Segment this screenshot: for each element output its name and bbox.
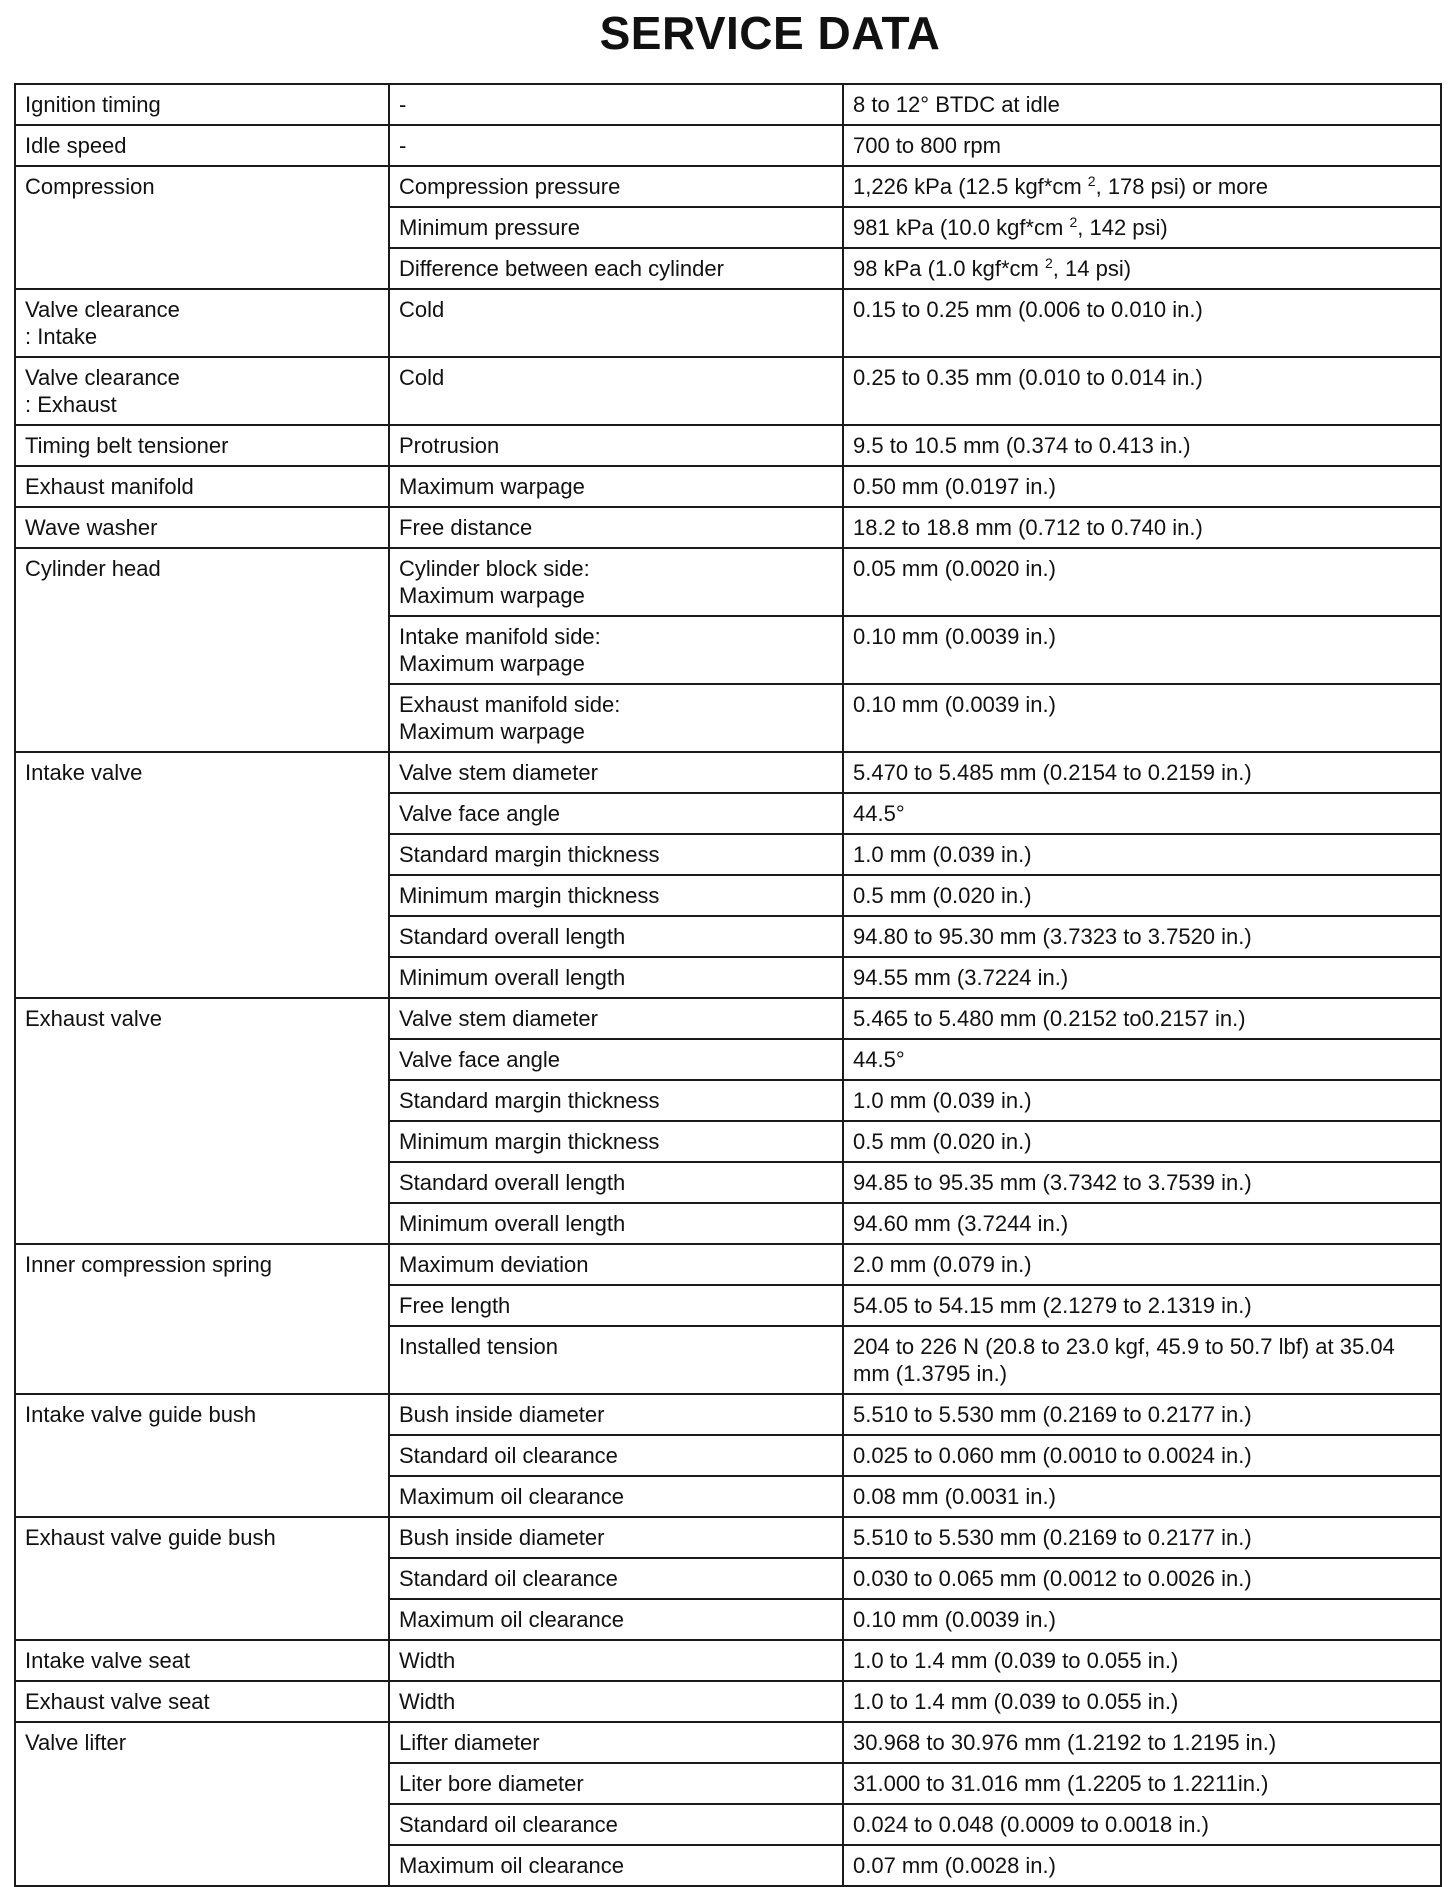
- value-cell: 0.025 to 0.060 mm (0.0010 to 0.0024 in.): [843, 1435, 1441, 1476]
- value-cell: 1.0 to 1.4 mm (0.039 to 0.055 in.): [843, 1681, 1441, 1722]
- value-cell: 94.80 to 95.30 mm (3.7323 to 3.7520 in.): [843, 916, 1441, 957]
- table-row: [15, 289, 1441, 357]
- spec-cell: Maximum deviation: [389, 1244, 843, 1285]
- item-cell: Inner compression spring: [15, 1244, 389, 1394]
- value-cell: [843, 166, 1441, 207]
- spec-cell: Valve face angle: [389, 793, 843, 834]
- table-row: [15, 166, 1441, 207]
- item-cell: Timing belt tensioner: [15, 425, 389, 466]
- superscript: 2: [1044, 255, 1053, 271]
- value-cell: 94.85 to 95.35 mm (3.7342 to 3.7539 in.): [843, 1162, 1441, 1203]
- value-cell: 54.05 to 54.15 mm (2.1279 to 2.1319 in.): [843, 1285, 1441, 1326]
- value-cell: 94.60 mm (3.7244 in.): [843, 1203, 1441, 1244]
- spec-cell: Difference between each cylinder: [389, 248, 843, 289]
- value-text: 1,226 kPa (12.5 kgf*cm: [853, 174, 1088, 199]
- spec-cell: Maximum oil clearance: [389, 1476, 843, 1517]
- value-text: , 178 psi) or more: [1095, 174, 1268, 199]
- item-cell: Idle speed: [15, 125, 389, 166]
- value-cell: 1.0 to 1.4 mm (0.039 to 0.055 in.): [843, 1640, 1441, 1681]
- value-cell: 1.0 mm (0.039 in.): [843, 834, 1441, 875]
- spec-cell: Maximum oil clearance: [389, 1845, 843, 1886]
- spec-cell: Free length: [389, 1285, 843, 1326]
- value-cell: 0.25 to 0.35 mm (0.010 to 0.014 in.): [843, 357, 1441, 425]
- spec-cell: Minimum overall length: [389, 957, 843, 998]
- spec-cell: Minimum overall length: [389, 1203, 843, 1244]
- spec-cell: Standard oil clearance: [389, 1558, 843, 1599]
- spec-cell: -: [389, 84, 843, 125]
- item-cell: Exhaust valve: [15, 998, 389, 1244]
- spec-cell: Valve stem diameter: [389, 752, 843, 793]
- value-cell: 31.000 to 31.016 mm (1.2205 to 1.2211in.): [843, 1763, 1441, 1804]
- value-cell: 0.5 mm (0.020 in.): [843, 1121, 1441, 1162]
- value-cell: 1.0 mm (0.039 in.): [843, 1080, 1441, 1121]
- value-cell: 0.08 mm (0.0031 in.): [843, 1476, 1441, 1517]
- table-row: [15, 1681, 1441, 1722]
- value-cell: 0.5 mm (0.020 in.): [843, 875, 1441, 916]
- spec-cell: Minimum margin thickness: [389, 875, 843, 916]
- value-cell: [843, 207, 1441, 248]
- table-row: [15, 1394, 1441, 1435]
- value-cell: 5.510 to 5.530 mm (0.2169 to 0.2177 in.): [843, 1517, 1441, 1558]
- item-cell: Intake valve: [15, 752, 389, 998]
- value-cell: 2.0 mm (0.079 in.): [843, 1244, 1441, 1285]
- superscript: 2: [1087, 173, 1096, 189]
- item-cell: Wave washer: [15, 507, 389, 548]
- item-cell: Intake valve guide bush: [15, 1394, 389, 1517]
- spec-cell: Liter bore diameter: [389, 1763, 843, 1804]
- table-row: [15, 752, 1441, 793]
- value-text: , 142 psi): [1077, 215, 1168, 240]
- spec-cell: Standard margin thickness: [389, 834, 843, 875]
- value-cell: 0.10 mm (0.0039 in.): [843, 616, 1441, 684]
- spec-cell: Width: [389, 1681, 843, 1722]
- item-cell: Compression: [15, 166, 389, 289]
- table-row: [15, 548, 1441, 616]
- spec-cell: Cold: [389, 357, 843, 425]
- table-row: [15, 1517, 1441, 1558]
- value-cell: 5.465 to 5.480 mm (0.2152 to0.2157 in.): [843, 998, 1441, 1039]
- value-cell: 0.030 to 0.065 mm (0.0012 to 0.0026 in.): [843, 1558, 1441, 1599]
- item-cell: Exhaust valve seat: [15, 1681, 389, 1722]
- item-cell: Exhaust valve guide bush: [15, 1517, 389, 1640]
- value-cell: 8 to 12° BTDC at idle: [843, 84, 1441, 125]
- item-cell: Ignition timing: [15, 84, 389, 125]
- spec-cell: Valve stem diameter: [389, 998, 843, 1039]
- value-cell: 0.07 mm (0.0028 in.): [843, 1845, 1441, 1886]
- spec-cell: Valve face angle: [389, 1039, 843, 1080]
- value-cell: 204 to 226 N (20.8 to 23.0 kgf, 45.9 to 50.7 lbf) at 35.04 mm (1.3795 in.): [843, 1326, 1441, 1394]
- value-text: 981 kPa (10.0 kgf*cm: [853, 215, 1070, 240]
- spec-cell: Maximum oil clearance: [389, 1599, 843, 1640]
- value-cell: 0.10 mm (0.0039 in.): [843, 1599, 1441, 1640]
- spec-cell: Standard overall length: [389, 916, 843, 957]
- table-row: [15, 1640, 1441, 1681]
- value-cell: 5.470 to 5.485 mm (0.2154 to 0.2159 in.): [843, 752, 1441, 793]
- spec-cell: -: [389, 125, 843, 166]
- table-row: [15, 998, 1441, 1039]
- spec-cell: Bush inside diameter: [389, 1394, 843, 1435]
- spec-cell: Cylinder block side: Maximum warpage: [389, 548, 843, 616]
- spec-cell: Lifter diameter: [389, 1722, 843, 1763]
- value-cell: 94.55 mm (3.7224 in.): [843, 957, 1441, 998]
- value-cell: 18.2 to 18.8 mm (0.712 to 0.740 in.): [843, 507, 1441, 548]
- spec-cell: Maximum warpage: [389, 466, 843, 507]
- item-cell: Valve clearance : Intake: [15, 289, 389, 357]
- spec-cell: Standard oil clearance: [389, 1804, 843, 1845]
- value-cell: 0.024 to 0.048 (0.0009 to 0.0018 in.): [843, 1804, 1441, 1845]
- service-data-table: [14, 83, 1442, 1887]
- spec-cell: Width: [389, 1640, 843, 1681]
- spec-cell: Exhaust manifold side: Maximum warpage: [389, 684, 843, 752]
- spec-cell: Standard oil clearance: [389, 1435, 843, 1476]
- table-row: [15, 507, 1441, 548]
- spec-cell: Free distance: [389, 507, 843, 548]
- spec-cell: Cold: [389, 289, 843, 357]
- value-cell: 700 to 800 rpm: [843, 125, 1441, 166]
- value-cell: 0.50 mm (0.0197 in.): [843, 466, 1441, 507]
- value-cell: 0.05 mm (0.0020 in.): [843, 548, 1441, 616]
- value-cell: 0.10 mm (0.0039 in.): [843, 684, 1441, 752]
- spec-cell: Minimum margin thickness: [389, 1121, 843, 1162]
- spec-cell: Intake manifold side: Maximum warpage: [389, 616, 843, 684]
- spec-cell: Protrusion: [389, 425, 843, 466]
- value-cell: [843, 248, 1441, 289]
- spec-cell: Minimum pressure: [389, 207, 843, 248]
- item-cell: Exhaust manifold: [15, 466, 389, 507]
- item-cell: Cylinder head: [15, 548, 389, 752]
- table-row: [15, 425, 1441, 466]
- item-cell: Valve lifter: [15, 1722, 389, 1886]
- spec-cell: Compression pressure: [389, 166, 843, 207]
- value-cell: 30.968 to 30.976 mm (1.2192 to 1.2195 in.): [843, 1722, 1441, 1763]
- item-cell: Valve clearance : Exhaust: [15, 357, 389, 425]
- table-row: [15, 84, 1441, 125]
- spec-cell: Bush inside diameter: [389, 1517, 843, 1558]
- value-text: 98 kPa (1.0 kgf*cm: [853, 256, 1045, 281]
- table-row: [15, 466, 1441, 507]
- page-title: SERVICE DATA: [599, 7, 941, 59]
- table-row: [15, 1244, 1441, 1285]
- value-cell: 44.5°: [843, 793, 1441, 834]
- table-row: [15, 1722, 1441, 1763]
- spec-cell: Standard overall length: [389, 1162, 843, 1203]
- table-row: [15, 125, 1441, 166]
- spec-cell: Installed tension: [389, 1326, 843, 1394]
- value-cell: 5.510 to 5.530 mm (0.2169 to 0.2177 in.): [843, 1394, 1441, 1435]
- value-cell: 0.15 to 0.25 mm (0.006 to 0.010 in.): [843, 289, 1441, 357]
- superscript: 2: [1069, 214, 1078, 230]
- value-cell: 44.5°: [843, 1039, 1441, 1080]
- table-row: [15, 357, 1441, 425]
- value-text: , 14 psi): [1052, 256, 1132, 281]
- value-cell: 9.5 to 10.5 mm (0.374 to 0.413 in.): [843, 425, 1441, 466]
- item-cell: Intake valve seat: [15, 1640, 389, 1681]
- spec-cell: Standard margin thickness: [389, 1080, 843, 1121]
